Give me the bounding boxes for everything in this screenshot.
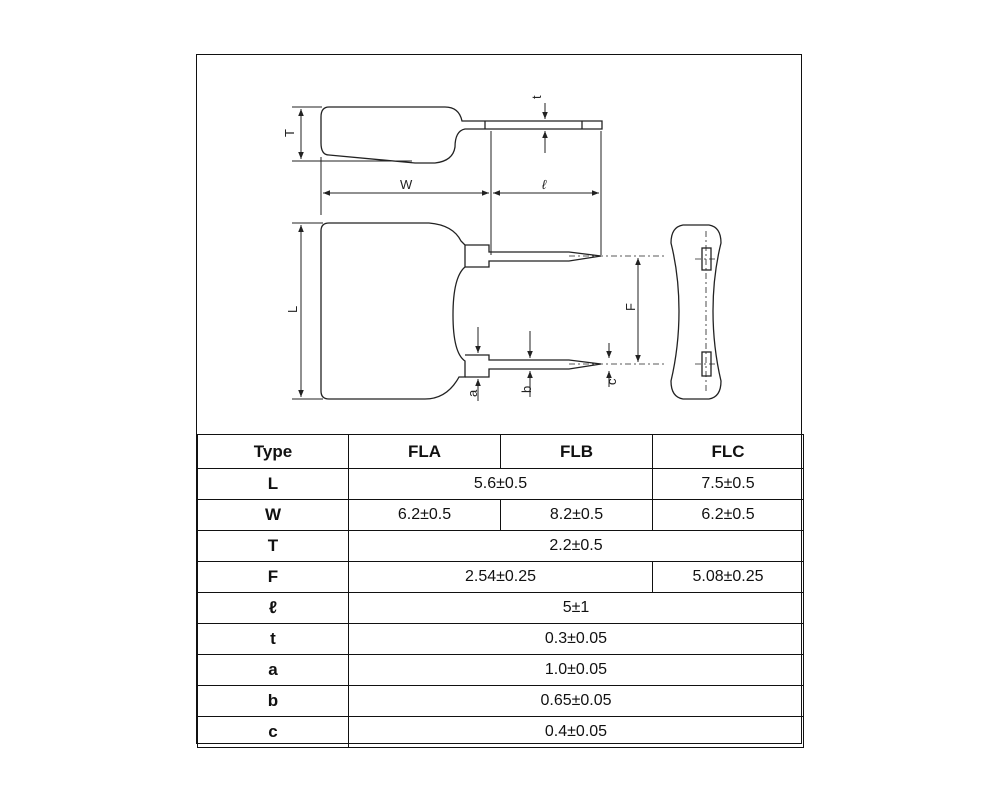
param-b: b xyxy=(198,686,349,717)
header-flb: FLB xyxy=(501,435,653,469)
component-drawing xyxy=(197,55,803,435)
value-F-fla-flb: 2.54±0.25 xyxy=(349,562,653,593)
table-row-T xyxy=(198,531,804,562)
table-row-W xyxy=(198,500,804,531)
dimension-table xyxy=(197,434,804,748)
param-t: t xyxy=(198,624,349,655)
param-L: L xyxy=(198,469,349,500)
value-l: 5±1 xyxy=(349,593,804,624)
param-a: a xyxy=(198,655,349,686)
value-b: 0.65±0.05 xyxy=(349,686,804,717)
param-c: c xyxy=(198,717,349,748)
lower-lead xyxy=(465,355,601,377)
header-fla: FLA xyxy=(349,435,501,469)
value-W-flb: 8.2±0.5 xyxy=(501,500,653,531)
param-F: F xyxy=(198,562,349,593)
front-view xyxy=(321,223,601,399)
value-F-flc: 5.08±0.25 xyxy=(653,562,804,593)
table-row-l xyxy=(198,593,804,624)
label-T: T xyxy=(282,129,297,137)
label-c: c xyxy=(604,378,619,385)
value-W-flc: 6.2±0.5 xyxy=(653,500,804,531)
param-W: W xyxy=(198,500,349,531)
table-row-a xyxy=(198,655,804,686)
table-row-L xyxy=(198,469,804,500)
table-row-c xyxy=(198,717,804,748)
param-T: T xyxy=(198,531,349,562)
label-t: t xyxy=(529,95,544,99)
label-l: ℓ xyxy=(542,177,547,192)
label-L: L xyxy=(285,305,300,313)
drawing-frame xyxy=(196,54,802,744)
value-W-fla: 6.2±0.5 xyxy=(349,500,501,531)
upper-lead xyxy=(465,245,601,267)
label-b: b xyxy=(519,385,534,393)
table-row-t xyxy=(198,624,804,655)
param-l: ℓ xyxy=(198,593,349,624)
front-view-body-outline xyxy=(321,223,465,399)
value-a: 1.0±0.05 xyxy=(349,655,804,686)
value-c: 0.4±0.05 xyxy=(349,717,804,748)
header-type: Type xyxy=(198,435,349,469)
label-W: W xyxy=(400,177,413,192)
label-a: a xyxy=(465,389,480,397)
side-view-body-outline xyxy=(321,107,602,163)
table-header-row xyxy=(198,435,804,469)
value-t: 0.3±0.05 xyxy=(349,624,804,655)
label-F: F xyxy=(623,303,638,311)
end-view-body-outline xyxy=(671,225,721,399)
value-L-flc: 7.5±0.5 xyxy=(653,469,804,500)
table-row-F xyxy=(198,562,804,593)
value-L-fla-flb: 5.6±0.5 xyxy=(349,469,653,500)
table-row-b xyxy=(198,686,804,717)
side-view xyxy=(321,107,602,163)
value-T: 2.2±0.5 xyxy=(349,531,804,562)
end-view xyxy=(671,225,721,399)
header-flc: FLC xyxy=(653,435,804,469)
